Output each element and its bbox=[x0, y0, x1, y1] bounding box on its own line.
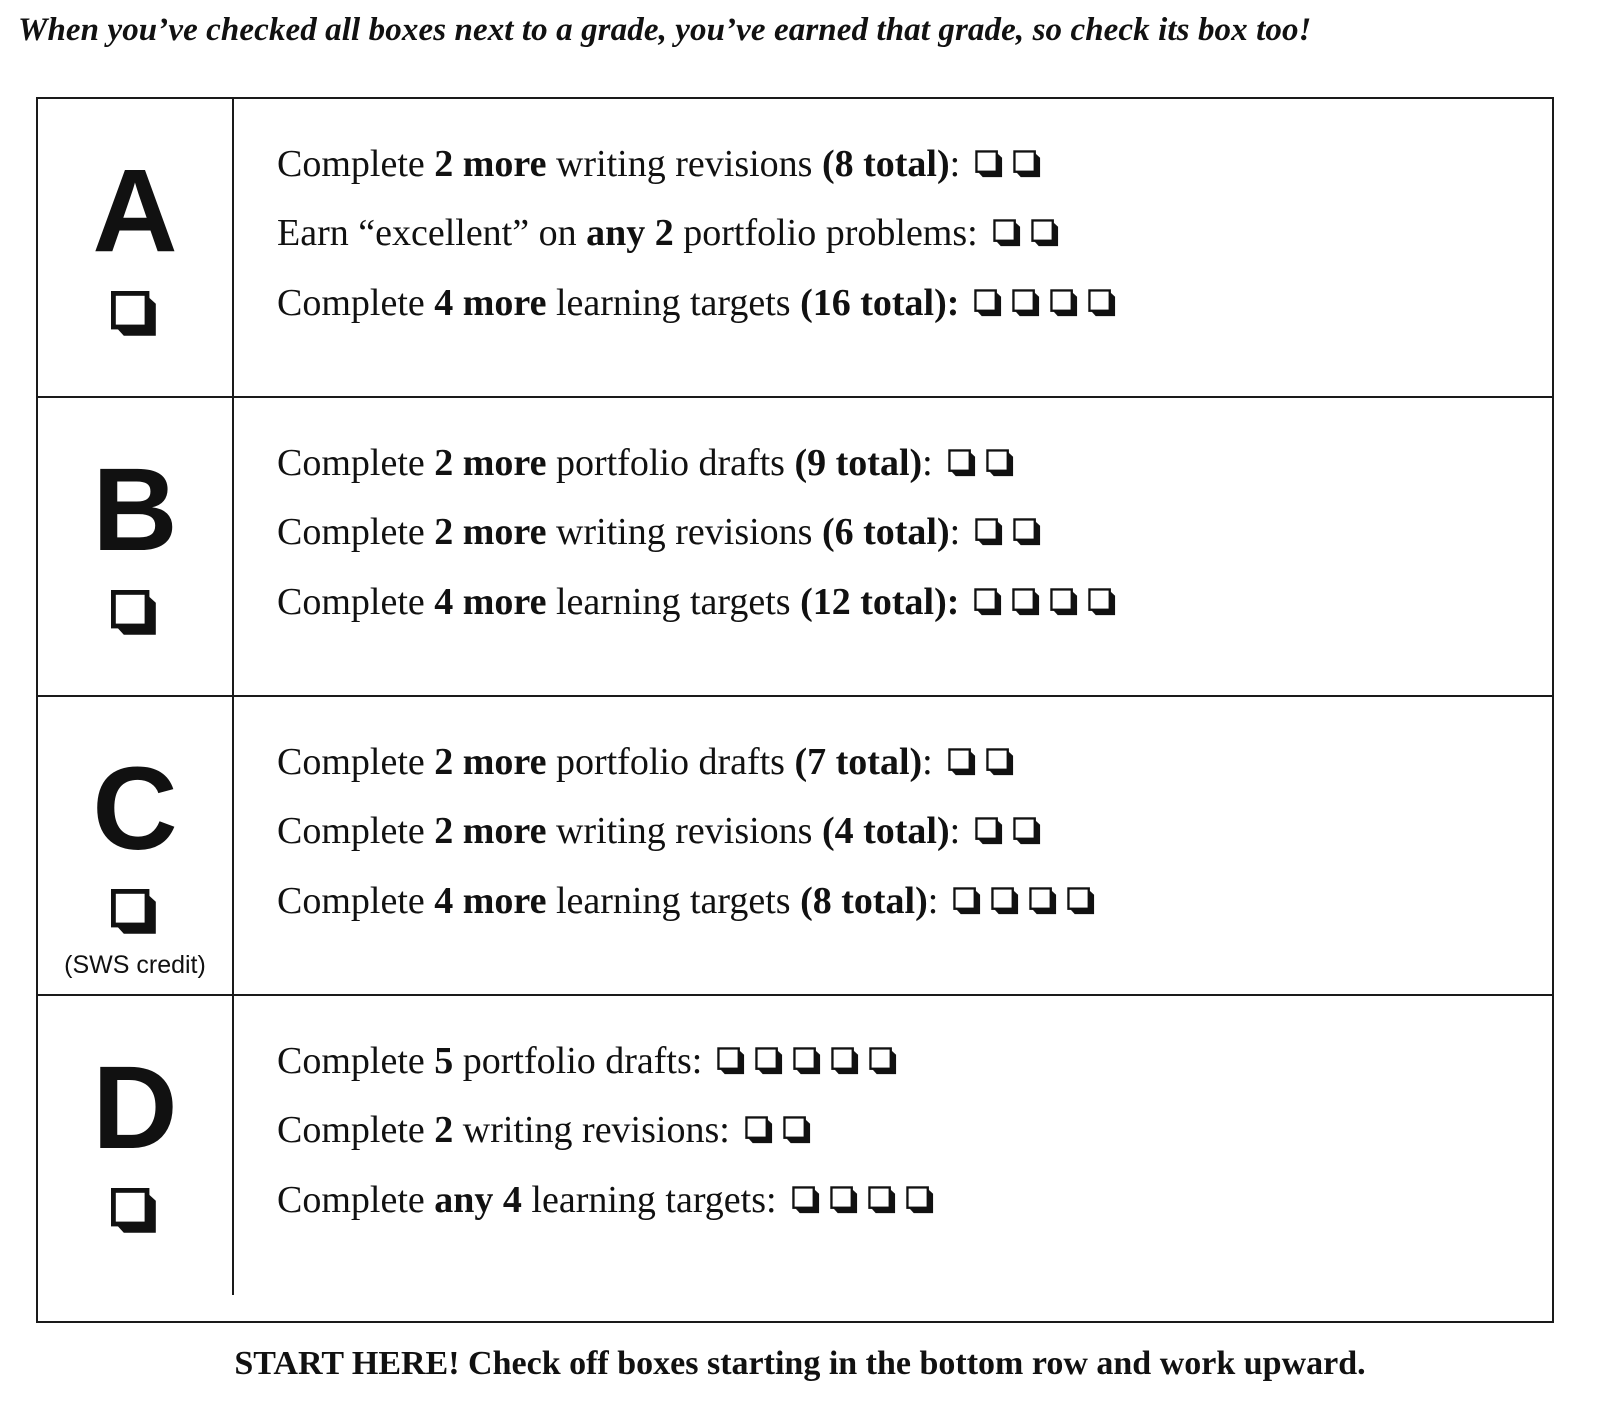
requirement-text bbox=[277, 1039, 702, 1083]
requirement-text bbox=[277, 1178, 777, 1222]
requirement-checkbox[interactable] bbox=[1088, 588, 1117, 617]
requirements-cell bbox=[234, 697, 1552, 994]
requirement-fragment: Complete bbox=[277, 1109, 435, 1151]
requirement-text bbox=[277, 1108, 730, 1152]
requirement-text bbox=[277, 879, 938, 923]
requirement-fragment: writing revisions: bbox=[453, 1109, 730, 1151]
requirement-text bbox=[277, 510, 960, 554]
requirement-line bbox=[277, 740, 1015, 784]
requirement-checkbox[interactable] bbox=[974, 588, 1003, 617]
requirement-fragment: : bbox=[949, 810, 961, 852]
requirement-emphasis: any 2 bbox=[586, 212, 674, 254]
requirement-line bbox=[277, 142, 1042, 186]
requirement-emphasis: (9 total) bbox=[794, 442, 923, 484]
requirement-line bbox=[277, 879, 1096, 923]
instruction-text: When you’ve checked all boxes next to a grade, you’ve earned that grade, so check its box too! bbox=[18, 12, 1312, 48]
requirement-line bbox=[277, 1108, 812, 1152]
grade-cell bbox=[38, 697, 234, 994]
requirement-checkbox[interactable] bbox=[948, 449, 977, 478]
grade-checkbox[interactable] bbox=[111, 291, 159, 339]
requirement-fragment: Complete bbox=[277, 880, 435, 922]
requirement-fragment: Complete bbox=[277, 741, 435, 783]
grade-table bbox=[36, 97, 1554, 1323]
requirement-emphasis: (4 total) bbox=[821, 810, 950, 852]
requirement-text bbox=[277, 211, 978, 255]
requirement-text bbox=[277, 809, 960, 853]
requirement-checkbox[interactable] bbox=[986, 748, 1015, 777]
requirement-fragment: writing revisions bbox=[546, 511, 822, 553]
requirement-checkbox[interactable] bbox=[948, 748, 977, 777]
requirement-text bbox=[277, 281, 959, 325]
requirement-checkbox[interactable] bbox=[975, 150, 1004, 179]
requirement-line bbox=[277, 510, 1042, 554]
requirement-line bbox=[277, 1178, 935, 1222]
requirement-emphasis: 4 more bbox=[434, 880, 547, 922]
requirement-checkbox[interactable] bbox=[1067, 887, 1096, 916]
requirement-checkbox[interactable] bbox=[975, 518, 1004, 547]
grade-cell bbox=[38, 398, 234, 695]
requirement-fragment: portfolio drafts: bbox=[453, 1040, 703, 1082]
requirement-fragment: learning targets bbox=[546, 282, 801, 324]
requirements-cell bbox=[234, 398, 1552, 695]
requirement-checkbox[interactable] bbox=[869, 1047, 898, 1076]
requirement-checkbox[interactable] bbox=[975, 817, 1004, 846]
requirement-checkbox[interactable] bbox=[1088, 289, 1117, 318]
requirement-text bbox=[277, 740, 933, 784]
requirement-fragment: writing revisions bbox=[546, 810, 822, 852]
requirement-emphasis: (6 total) bbox=[821, 511, 950, 553]
requirement-fragment: Earn “excellent” on bbox=[277, 212, 587, 254]
requirement-emphasis: 4 more bbox=[434, 282, 547, 324]
requirement-emphasis: (8 total) bbox=[821, 143, 950, 185]
grade-row-c bbox=[38, 697, 1552, 996]
requirement-checkbox[interactable] bbox=[991, 887, 1020, 916]
requirement-emphasis: 2 more bbox=[434, 810, 547, 852]
requirement-checkbox[interactable] bbox=[755, 1047, 784, 1076]
grade-cell bbox=[38, 99, 234, 396]
requirement-checkbox[interactable] bbox=[792, 1186, 821, 1215]
requirement-emphasis: (7 total) bbox=[794, 741, 923, 783]
requirement-emphasis: 2 more bbox=[434, 442, 547, 484]
requirement-checkbox[interactable] bbox=[793, 1047, 822, 1076]
grade-checkbox[interactable] bbox=[111, 590, 159, 638]
requirement-checkbox[interactable] bbox=[1029, 887, 1058, 916]
requirement-checkbox[interactable] bbox=[830, 1186, 859, 1215]
requirement-fragment: portfolio drafts bbox=[546, 442, 795, 484]
requirement-text bbox=[277, 580, 959, 624]
grade-row-a bbox=[38, 99, 1552, 398]
requirement-emphasis: (12 total): bbox=[800, 581, 960, 623]
requirement-fragment: learning targets bbox=[546, 880, 801, 922]
requirement-emphasis: 4 more bbox=[434, 581, 547, 623]
requirement-fragment: Complete bbox=[277, 143, 435, 185]
requirement-checkbox[interactable] bbox=[974, 289, 1003, 318]
requirement-checkbox[interactable] bbox=[745, 1116, 774, 1145]
requirement-fragment: Complete bbox=[277, 1040, 435, 1082]
requirement-line bbox=[277, 809, 1042, 853]
requirement-fragment: Complete bbox=[277, 282, 435, 324]
requirement-fragment: : bbox=[927, 880, 939, 922]
requirement-fragment: Complete bbox=[277, 442, 435, 484]
requirement-fragment: learning targets: bbox=[521, 1179, 777, 1221]
requirement-line bbox=[277, 441, 1015, 485]
grade-checkbox[interactable] bbox=[111, 1188, 159, 1236]
grade-note: (SWS credit) bbox=[64, 951, 206, 979]
requirement-emphasis: (8 total) bbox=[800, 880, 928, 922]
requirement-checkbox[interactable] bbox=[1012, 588, 1041, 617]
requirement-fragment: portfolio drafts bbox=[546, 741, 795, 783]
requirement-fragment: : bbox=[922, 442, 933, 484]
requirement-fragment: portfolio problems: bbox=[673, 212, 978, 254]
requirement-checkbox[interactable] bbox=[831, 1047, 860, 1076]
requirement-checkbox[interactable] bbox=[868, 1186, 897, 1215]
requirement-fragment: Complete bbox=[277, 1179, 435, 1221]
requirement-emphasis: any 4 bbox=[434, 1179, 522, 1221]
requirement-checkbox[interactable] bbox=[1050, 588, 1079, 617]
requirement-line bbox=[277, 1039, 898, 1083]
requirement-fragment: : bbox=[949, 511, 961, 553]
requirement-fragment: Complete bbox=[277, 511, 435, 553]
grade-row-d bbox=[38, 996, 1552, 1295]
requirement-text bbox=[277, 441, 933, 485]
requirement-text bbox=[277, 142, 960, 186]
requirement-checkbox[interactable] bbox=[1013, 150, 1042, 179]
requirement-line bbox=[277, 211, 1060, 255]
grade-checkbox[interactable] bbox=[111, 889, 159, 937]
requirement-fragment: writing revisions bbox=[546, 143, 822, 185]
requirement-checkbox[interactable] bbox=[953, 887, 982, 916]
requirement-emphasis: 2 bbox=[434, 1109, 454, 1151]
requirements-cell bbox=[234, 996, 1552, 1295]
requirement-checkbox[interactable] bbox=[717, 1047, 746, 1076]
requirement-checkbox[interactable] bbox=[906, 1186, 935, 1215]
requirement-checkbox[interactable] bbox=[1012, 289, 1041, 318]
requirement-emphasis: 2 more bbox=[434, 143, 547, 185]
requirement-checkbox[interactable] bbox=[1050, 289, 1079, 318]
grade-letter: C bbox=[92, 743, 178, 875]
grade-row-b bbox=[38, 398, 1552, 697]
requirement-checkbox[interactable] bbox=[986, 449, 1015, 478]
requirement-fragment: Complete bbox=[277, 581, 435, 623]
grade-letter: D bbox=[92, 1042, 178, 1174]
grade-letter: A bbox=[92, 145, 178, 277]
requirement-fragment: : bbox=[922, 741, 933, 783]
requirements-cell bbox=[234, 99, 1552, 396]
requirement-emphasis: 2 more bbox=[434, 741, 547, 783]
requirement-emphasis: (16 total): bbox=[800, 282, 960, 324]
requirement-line bbox=[277, 281, 1117, 325]
requirement-checkbox[interactable] bbox=[783, 1116, 812, 1145]
footer-instruction: START HERE! Check off boxes starting in the bottom row and work upward. bbox=[234, 1345, 1366, 1382]
requirement-line bbox=[277, 580, 1117, 624]
requirement-fragment: Complete bbox=[277, 810, 435, 852]
requirement-fragment: : bbox=[949, 143, 961, 185]
requirement-checkbox[interactable] bbox=[1031, 219, 1060, 248]
requirement-checkbox[interactable] bbox=[1013, 518, 1042, 547]
requirement-checkbox[interactable] bbox=[993, 219, 1022, 248]
requirement-emphasis: 5 bbox=[434, 1040, 454, 1082]
grade-cell bbox=[38, 996, 234, 1295]
requirement-checkbox[interactable] bbox=[1013, 817, 1042, 846]
grade-letter: B bbox=[92, 444, 178, 576]
requirement-emphasis: 2 more bbox=[434, 511, 547, 553]
requirement-fragment: learning targets bbox=[546, 581, 801, 623]
